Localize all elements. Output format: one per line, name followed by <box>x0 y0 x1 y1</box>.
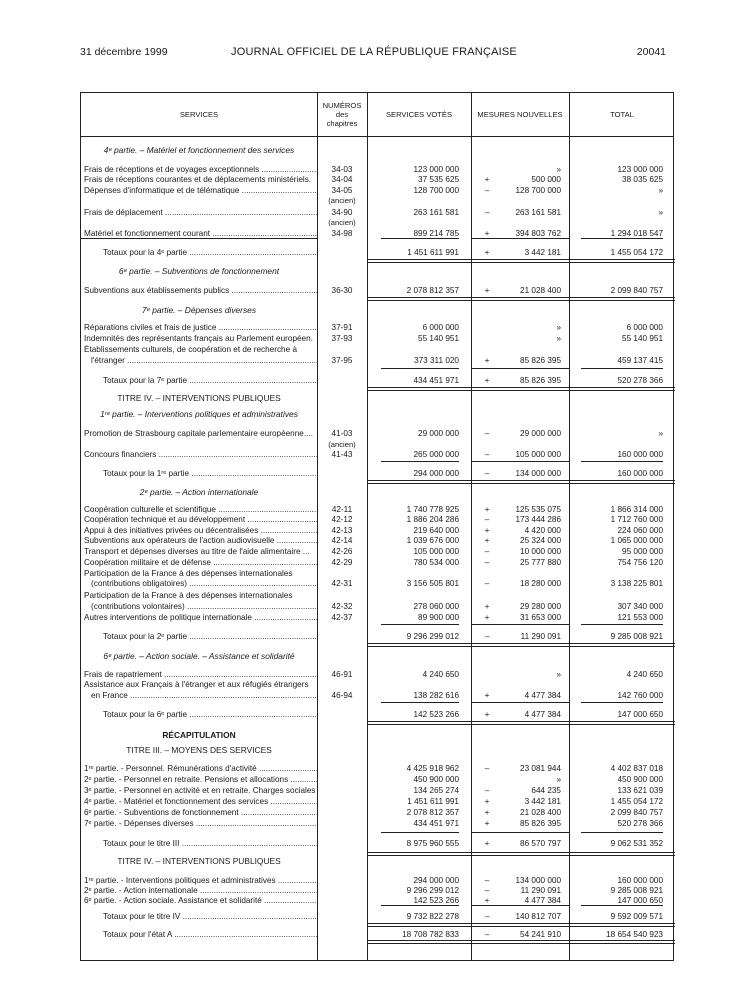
row-label: Indemnités des représentants français au Parlement européen. <box>84 334 313 343</box>
services-votes-value: 1 886 204 286 <box>406 515 459 524</box>
row-label: Totaux pour le titre III ..... <box>103 839 317 848</box>
chapter-code: 36-30 <box>331 286 353 295</box>
row-label: Totaux pour la 7ᵉ partie ..... <box>103 376 317 385</box>
chapter-code: 41-03 <box>331 429 353 438</box>
total-value: 2 099 840 757 <box>610 286 663 295</box>
services-votes-value: 134 265 274 <box>413 786 459 795</box>
page-number: 20041 <box>636 46 666 58</box>
mesures-value: 134 000 000 <box>515 469 561 478</box>
mesures-value: 263 161 581 <box>515 208 561 217</box>
total-value: 147 000 650 <box>617 710 663 719</box>
total-value: 520 278 366 <box>617 376 663 385</box>
row-label: Assistance aux Français à l'étranger et aux réfugiés étrangers <box>84 680 309 689</box>
column-header-total: TOTAL <box>610 110 634 119</box>
total-value: 9 592 009 571 <box>610 912 663 921</box>
section-title: TITRE III. – MOYENS DES SERVICES <box>126 745 272 755</box>
chapter-code: 42-29 <box>331 558 353 567</box>
total-value: » <box>658 186 663 195</box>
total-value: 9 062 531 352 <box>610 839 663 848</box>
column-header-mesures: MESURES NOUVELLES <box>477 110 563 119</box>
total-value: 9 285 008 921 <box>610 886 663 895</box>
change-sign: – <box>484 547 490 556</box>
row-label: Matériel et fonctionnement courant ..... <box>84 229 317 238</box>
total-value: 4 240 650 <box>626 670 663 679</box>
mesures-value: 4 477 384 <box>524 896 561 905</box>
row-label: Totaux pour la 6ᵉ partie ..... <box>103 710 317 719</box>
total-value: 38 035 625 <box>622 175 663 184</box>
total-value: 459 137 415 <box>617 356 663 365</box>
services-votes-value: 1 740 778 925 <box>406 505 459 514</box>
chapter-code: 42-11 <box>331 505 353 514</box>
mesures-value: 23 081 944 <box>520 764 561 773</box>
total-value: 224 060 000 <box>617 526 663 535</box>
row-label: l'étranger ..... <box>91 356 317 365</box>
row-label: 2ᵉ partie. - Personnel en retraite. Pensions et allocations ..... <box>84 775 317 784</box>
total-value: 520 278 366 <box>617 819 663 828</box>
total-value: 3 138 225 801 <box>610 579 663 588</box>
chapter-code: 42-12 <box>331 515 353 524</box>
change-sign: – <box>484 515 490 524</box>
services-votes-value: 780 534 000 <box>413 558 459 567</box>
mesures-value: » <box>556 165 561 174</box>
mesures-value: 105 000 000 <box>515 450 561 459</box>
total-value: 4 402 837 018 <box>610 764 663 773</box>
row-label: Subventions aux opérateurs de l'action audiovisuelle ..... <box>84 536 317 545</box>
row-label: Appui à des initiatives privées ou décentralisées ..... <box>84 526 317 535</box>
change-sign: + <box>484 248 490 257</box>
row-label: Coopération militaire et de défense ..... <box>84 558 317 567</box>
header-line: des <box>335 110 349 119</box>
total-value: 1 455 054 172 <box>610 797 663 806</box>
section-title: TITRE IV. – INTERVENTIONS PUBLIQUES <box>117 856 281 866</box>
row-label: 1ʳᵉ partie. - Interventions politiques et administratives ..... <box>84 876 317 885</box>
total-value: 450 900 000 <box>617 775 663 784</box>
total-value: 55 140 951 <box>622 334 663 343</box>
chapter-code: 42-31 <box>331 579 353 588</box>
row-label: 7ᵉ partie. - Dépenses diverses ..... <box>84 819 317 828</box>
row-label: Participation de la France à des dépenses internationales <box>84 591 293 600</box>
change-sign: – <box>484 208 490 217</box>
mesures-value: 85 826 395 <box>520 376 561 385</box>
row-label: Dépenses d'informatique et de télématique ..... <box>84 186 317 195</box>
services-votes-value: 265 000 000 <box>413 450 459 459</box>
chapter-code: 34-03 <box>331 165 353 174</box>
chapter-code: 42-26 <box>331 547 353 556</box>
services-votes-value: 1 039 676 000 <box>406 536 459 545</box>
mesures-value: 85 826 395 <box>520 819 561 828</box>
mesures-value: » <box>556 670 561 679</box>
mesures-value: 4 477 384 <box>524 710 561 719</box>
row-label: Totaux pour la 4ᵉ partie ..... <box>103 248 317 257</box>
services-votes-value: 899 214 785 <box>413 229 459 238</box>
chapter-code: 42-13 <box>331 526 353 535</box>
row-label: Coopération technique et au développement ..... <box>84 515 317 524</box>
row-label: Concours financiers ..... <box>84 450 317 459</box>
change-sign: + <box>484 175 490 184</box>
total-value: 133 621 039 <box>617 786 663 795</box>
mesures-value: » <box>556 323 561 332</box>
section-title: TITRE IV. – INTERVENTIONS PUBLIQUES <box>117 393 281 403</box>
change-sign: + <box>484 602 490 611</box>
services-votes-value: 123 000 000 <box>413 165 459 174</box>
row-label: Participation de la France à des dépenses internationales <box>84 569 293 578</box>
change-sign: + <box>484 376 490 385</box>
total-value: 121 553 000 <box>617 613 663 622</box>
total-value: 160 000 000 <box>617 450 663 459</box>
row-label: Autres interventions de politique internationale ..... <box>84 613 317 622</box>
services-votes-value: 9 296 299 012 <box>406 886 459 895</box>
header-divider <box>81 136 673 137</box>
change-sign: – <box>484 912 490 921</box>
row-label: Totaux pour l'état A ..... <box>103 930 317 939</box>
chapter-code: 34-04 <box>331 175 353 184</box>
change-sign: + <box>484 229 490 238</box>
section-title: 6ᵉ partie. – Action sociale. – Assistance et solidarité <box>103 651 295 661</box>
mesures-value: 85 826 395 <box>520 356 561 365</box>
services-votes-value: 142 523 266 <box>413 896 459 905</box>
mesures-value: 134 000 000 <box>515 876 561 885</box>
column-header-numeros <box>317 93 367 136</box>
change-sign: – <box>484 632 490 641</box>
row-label: 4ᵉ partie. - Matériel et fonctionnement des services ..... <box>84 797 317 806</box>
services-votes-value: 434 451 971 <box>413 376 459 385</box>
mesures-value: 394 803 762 <box>515 229 561 238</box>
change-sign: + <box>484 839 490 848</box>
row-label: Frais de réceptions courantes et de déplacements ministériels. <box>84 175 312 184</box>
total-value: 1 455 054 172 <box>610 248 663 257</box>
column-divider <box>367 93 368 960</box>
change-sign: + <box>484 819 490 828</box>
services-votes-value: 29 000 000 <box>418 429 459 438</box>
total-value: 1 866 314 000 <box>610 505 663 514</box>
services-votes-value: 2 078 812 357 <box>406 808 459 817</box>
services-votes-value: 8 975 960 555 <box>406 839 459 848</box>
services-votes-value: 4 240 650 <box>422 670 459 679</box>
chapter-code: 37-95 <box>331 356 353 365</box>
ancien-note: (ancien) <box>328 218 356 227</box>
services-votes-value: 1 451 611 991 <box>407 797 459 806</box>
chapter-code: 42-32 <box>331 602 353 611</box>
services-votes-value: 18 708 782 833 <box>402 930 459 939</box>
journal-title: JOURNAL OFFICIEL DE LA RÉPUBLIQUE FRANÇAISE <box>231 46 517 58</box>
services-votes-value: 9 296 299 012 <box>406 632 459 641</box>
chapter-code: 46-91 <box>331 670 353 679</box>
chapter-code: 34-05 <box>331 186 353 195</box>
change-sign: + <box>484 797 490 806</box>
column-divider <box>569 93 570 960</box>
mesures-value: 11 290 091 <box>520 886 561 895</box>
row-label: 2ᵉ partie. - Action internationale ..... <box>84 886 317 895</box>
services-votes-value: 450 900 000 <box>413 775 459 784</box>
row-label: 3ᵉ partie. - Personnel en activité et en retraite. Charges sociales <box>84 786 316 795</box>
change-sign: – <box>484 930 490 939</box>
chapter-code: 37-91 <box>331 323 353 332</box>
section-title: RÉCAPITULATION <box>162 730 236 740</box>
total-value: » <box>658 208 663 217</box>
row-label: 6ᵉ partie. - Action sociale. Assistance et solidarité ..... <box>84 896 317 905</box>
row-label: Frais de déplacement ..... <box>84 208 317 217</box>
page-date: 31 décembre 1999 <box>80 46 168 58</box>
row-label: Établissements culturels, de coopération et de recherche à <box>84 345 297 354</box>
mesures-value: » <box>556 775 561 784</box>
row-label: Subventions aux établissements publics ..... <box>84 286 317 295</box>
section-title: 7ᵉ partie. – Dépenses diverses <box>141 305 257 315</box>
total-value: 147 000 650 <box>617 896 663 905</box>
services-votes-value: 263 161 581 <box>413 208 459 217</box>
services-votes-value: 3 156 505 801 <box>406 579 459 588</box>
mesures-value: 644 235 <box>531 786 561 795</box>
change-sign: + <box>484 505 490 514</box>
section-title: 4ᵉ partie. – Matériel et fonctionnement des services <box>103 145 295 155</box>
mesures-value: 25 324 000 <box>520 536 561 545</box>
row-label: Réparations civiles et frais de justice ..... <box>84 323 317 332</box>
section-title: 6ᵉ partie. – Subventions de fonctionnement <box>118 266 280 276</box>
mesures-value: 3 442 181 <box>524 797 561 806</box>
services-votes-value: 373 311 020 <box>414 356 459 365</box>
total-value: 160 000 000 <box>617 876 663 885</box>
total-value: 1 065 000 000 <box>610 536 663 545</box>
change-sign: + <box>484 526 490 535</box>
mesures-value: 25 777 880 <box>520 558 561 567</box>
services-votes-value: 4 425 918 962 <box>406 764 459 773</box>
change-sign: – <box>484 450 490 459</box>
services-votes-value: 219 640 000 <box>413 526 459 535</box>
row-label: Coopération culturelle et scientifique ..... <box>84 505 317 514</box>
total-value: 2 099 840 757 <box>610 808 663 817</box>
services-votes-value: 37 535 625 <box>418 175 459 184</box>
mesures-value: 31 653 000 <box>520 613 561 622</box>
services-votes-value: 294 000 000 <box>413 876 459 885</box>
services-votes-value: 128 700 000 <box>413 186 459 195</box>
mesures-value: 140 812 707 <box>515 912 561 921</box>
change-sign: + <box>484 613 490 622</box>
change-sign: + <box>484 536 490 545</box>
services-votes-value: 1 451 611 991 <box>407 248 459 257</box>
services-votes-value: 89 900 000 <box>418 613 459 622</box>
chapter-code: 34-98 <box>331 229 353 238</box>
services-votes-value: 9 732 822 278 <box>406 912 459 921</box>
mesures-value: 128 700 000 <box>515 186 561 195</box>
mesures-value: 21 028 400 <box>520 808 561 817</box>
chapter-code: 37-93 <box>331 334 353 343</box>
header-line: NUMÉROS <box>322 101 362 110</box>
row-label: Totaux pour la 1ʳᵉ partie ..... <box>103 469 317 478</box>
chapter-code: 42-37 <box>331 613 353 622</box>
mesures-value: 173 444 286 <box>515 515 561 524</box>
services-votes-value: 434 451 971 <box>413 819 459 828</box>
change-sign: – <box>484 876 490 885</box>
chapter-code: 42-14 <box>331 536 353 545</box>
chapter-code: 46-94 <box>331 691 353 700</box>
total-value: 1 712 760 000 <box>610 515 663 524</box>
row-label: Frais de rapatriement ..... <box>84 670 317 679</box>
change-sign: – <box>484 786 490 795</box>
change-sign: – <box>484 579 490 588</box>
change-sign: + <box>484 710 490 719</box>
mesures-value: 18 280 000 <box>520 579 561 588</box>
change-sign: + <box>484 691 490 700</box>
mesures-value: 29 000 000 <box>520 429 561 438</box>
ancien-note: (ancien) <box>328 196 356 205</box>
services-votes-value: 294 000 000 <box>413 469 459 478</box>
mesures-value: 125 535 075 <box>515 505 561 514</box>
change-sign: + <box>484 808 490 817</box>
services-votes-value: 138 282 616 <box>413 691 459 700</box>
change-sign: + <box>484 286 490 295</box>
change-sign: + <box>484 896 490 905</box>
services-votes-value: 55 140 951 <box>418 334 459 343</box>
change-sign: – <box>484 429 490 438</box>
change-sign: – <box>484 558 490 567</box>
row-label: Totaux pour le titre IV ..... <box>103 912 317 921</box>
total-value: 9 285 008 921 <box>610 632 663 641</box>
row-label: (contributions obligatoires) ..... <box>91 579 317 588</box>
mesures-value: 29 280 000 <box>520 602 561 611</box>
services-votes-value: 6 000 000 <box>422 323 459 332</box>
total-value: 142 760 000 <box>617 691 663 700</box>
services-votes-value: 2 078 812 357 <box>406 286 459 295</box>
mesures-value: 21 028 400 <box>520 286 561 295</box>
change-sign: – <box>484 886 490 895</box>
row-label: 6ᵉ partie. - Subventions de fonctionnement ..... <box>84 808 317 817</box>
chapter-code: 41-43 <box>331 450 353 459</box>
section-title: 2ᵉ partie. – Action internationale <box>139 487 259 497</box>
mesures-value: 3 442 181 <box>524 248 561 257</box>
total-value: 123 000 000 <box>617 165 663 174</box>
column-header-votes: SERVICES VOTÉS <box>385 110 453 119</box>
row-label: en France ..... <box>91 691 317 700</box>
change-sign: – <box>484 764 490 773</box>
total-value: » <box>658 429 663 438</box>
mesures-value: 86 570 797 <box>520 839 561 848</box>
row-label: 1ʳᵉ partie. - Personnel. Rémunérations d'activité ..... <box>84 764 317 773</box>
column-header-services: SERVICES <box>179 110 219 119</box>
services-votes-value: 142 523 266 <box>413 710 459 719</box>
row-label: (contributions volontaires) ..... <box>91 602 317 611</box>
mesures-value: 4 420 000 <box>524 526 561 535</box>
mesures-value: 10 000 000 <box>520 547 561 556</box>
ancien-note: (ancien) <box>328 440 356 449</box>
change-sign: + <box>484 356 490 365</box>
total-value: 95 000 000 <box>622 547 663 556</box>
column-divider <box>471 93 472 960</box>
row-label: Frais de réceptions et de voyages exceptionnels ..... <box>84 165 317 174</box>
services-votes-value: 278 060 000 <box>413 602 459 611</box>
row-label: Totaux pour la 2ᵉ partie ..... <box>103 632 317 641</box>
total-value: 6 000 000 <box>626 323 663 332</box>
total-value: 160 000 000 <box>617 469 663 478</box>
section-title: 1ʳᵉ partie. – Interventions politiques et administratives <box>100 409 298 419</box>
change-sign: – <box>484 186 490 195</box>
header-line: chapitres <box>326 119 358 128</box>
row-label: Transport et dépenses diverses au titre de l'aide alimentaire ... <box>84 547 310 556</box>
total-value: 1 294 018 547 <box>610 229 663 238</box>
budget-table <box>80 92 674 961</box>
mesures-value: 4 477 384 <box>524 691 561 700</box>
row-label: Promotion de Strasbourg capitale parlementaire européenne.... <box>84 429 313 438</box>
total-value: 18 654 540 923 <box>606 930 663 939</box>
mesures-value: 500 000 <box>531 175 561 184</box>
mesures-value: 11 290 091 <box>520 632 561 641</box>
change-sign: – <box>484 469 490 478</box>
total-value: 307 340 000 <box>617 602 663 611</box>
total-value: 754 756 120 <box>617 558 663 567</box>
chapter-code: 34-90 <box>331 208 353 217</box>
mesures-value: 54 241 910 <box>520 930 561 939</box>
mesures-value: » <box>556 334 561 343</box>
services-votes-value: 105 000 000 <box>413 547 459 556</box>
